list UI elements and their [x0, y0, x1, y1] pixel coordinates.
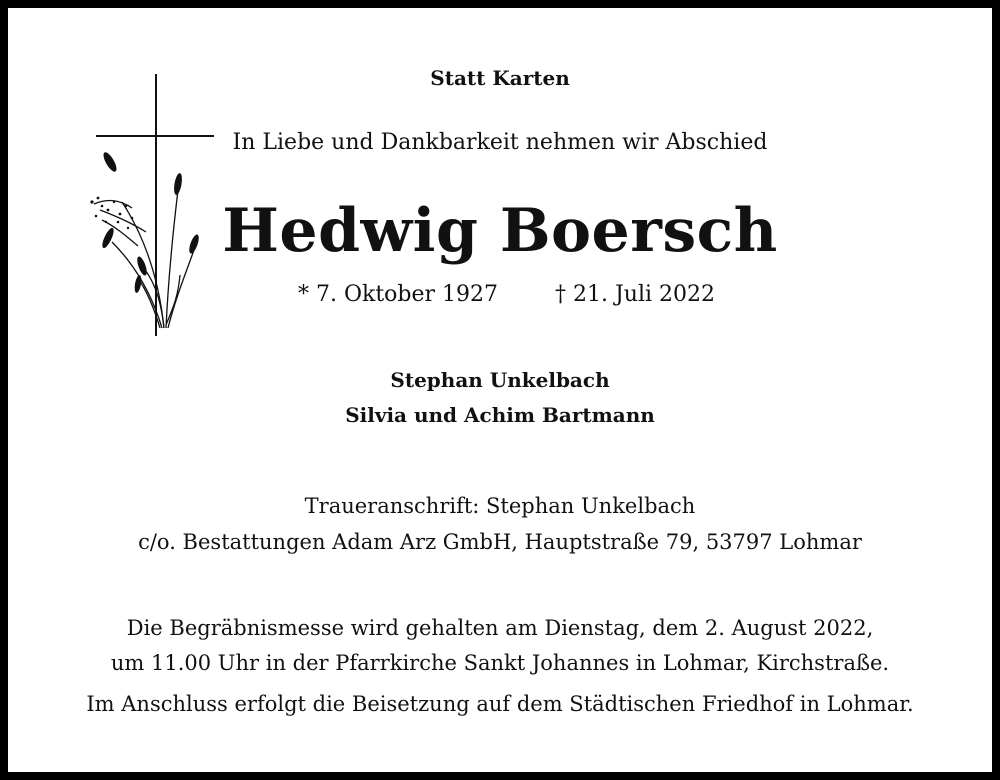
birth-date: * 7. Oktober 1927: [298, 282, 499, 307]
mourner-name: Stephan Unkelbach: [390, 368, 610, 392]
mourner-name: Silvia und Achim Bartmann: [345, 403, 655, 427]
burial-info-line: Im Anschluss erfolgt die Beisetzung auf dem Städtischen Friedhof in Lohmar.: [86, 692, 914, 716]
header-text: Statt Karten: [430, 66, 570, 90]
mourning-address-line: c/o. Bestattungen Adam Arz GmbH, Hauptstraße 79, 53797 Lohmar: [138, 530, 862, 554]
intro-text: In Liebe und Dankbarkeit nehmen wir Abschied: [232, 130, 768, 155]
deceased-name: Hedwig Boersch: [222, 196, 778, 266]
death-date: † 21. Juli 2022: [555, 282, 716, 307]
funeral-info-line: Die Begräbnismesse wird gehalten am Dienstag, dem 2. August 2022,: [126, 616, 874, 640]
funeral-info-line: um 11.00 Uhr in der Pfarrkirche Sankt Johannes in Lohmar, Kirchstraße.: [110, 651, 890, 675]
mourning-address-line: Traueranschrift: Stephan Unkelbach: [304, 494, 696, 518]
